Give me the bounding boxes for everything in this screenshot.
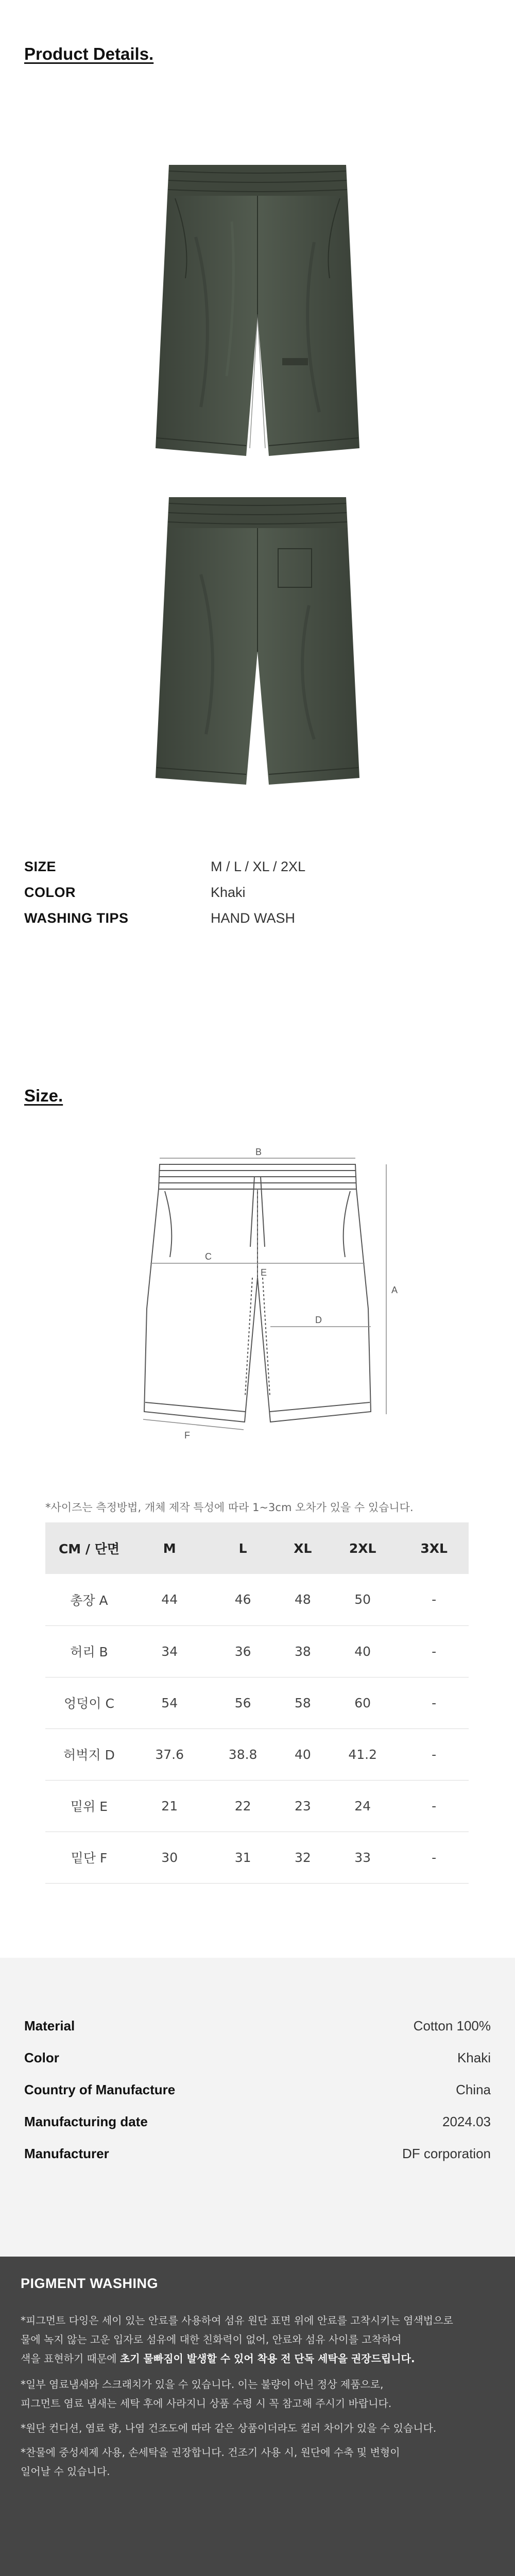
table-cell: 23: [294, 1798, 311, 1814]
pigment-line: 물에 녹지 않는 고운 입자로 섬유에 대한 친화력이 없어, 안료와 섬유 사이를 고착하여: [21, 2333, 402, 2346]
table-cell: 48: [294, 1592, 311, 1607]
pigment-line: 일어날 수 있습니다.: [21, 2465, 110, 2478]
diagram-label-a: A: [391, 1285, 398, 1295]
table-cell: 58: [294, 1695, 311, 1710]
table-cell: 21: [161, 1798, 178, 1814]
size-table-header-cell: M: [163, 1540, 176, 1556]
table-cell: 24: [354, 1798, 371, 1814]
info-key: Manufacturing date: [24, 2113, 148, 2129]
info-row-material: [24, 2013, 491, 2038]
size-note: *사이즈는 측정방법, 개체 제작 특성에 따라 1~3cm 오차가 있을 수 있습니다.: [45, 1501, 414, 1514]
size-table-header-cell: 2XL: [349, 1540, 376, 1556]
product-image-back: [154, 492, 360, 788]
pigment-emphasis: 초기 물빠짐이 발생할 수 있어 착용 전 단독 세탁을 권장드립니다.: [119, 2352, 415, 2365]
info-value: Cotton 100%: [413, 2018, 491, 2033]
spec-key: SIZE: [24, 858, 57, 874]
table-row: [45, 1574, 469, 1625]
table-cell: 37.6: [155, 1747, 184, 1762]
table-cell: 41.2: [348, 1747, 377, 1762]
table-cell: 40: [294, 1747, 311, 1762]
info-key: Material: [24, 2018, 75, 2033]
table-cell: 60: [354, 1695, 371, 1710]
table-cell: 허리 B: [70, 1645, 108, 1659]
pigment-paragraph-4: [21, 2443, 500, 2481]
table-cell: 22: [234, 1798, 251, 1814]
pigment-title: PIGMENT WASHING: [21, 2276, 159, 2291]
table-cell: -: [432, 1695, 437, 1710]
info-value: China: [456, 2081, 491, 2097]
product-info-box: [0, 1958, 515, 2257]
info-row-color: [24, 2045, 491, 2070]
pigment-line: *찬물에 중성세제 사용, 손세탁을 권장합니다. 건조기 사용 시, 원단에 수축 및 변형이: [21, 2446, 400, 2459]
table-cell: -: [432, 1592, 437, 1607]
table-cell: 38: [294, 1643, 311, 1659]
info-key: Color: [24, 2049, 59, 2065]
table-cell: -: [432, 1747, 437, 1762]
size-table-header-cell: L: [238, 1540, 247, 1556]
product-image-front: [154, 160, 360, 461]
info-value: 2024.03: [442, 2113, 491, 2129]
table-cell: 46: [234, 1592, 251, 1607]
size-table: [45, 1522, 469, 1884]
spec-value: M / L / XL / 2XL: [211, 858, 306, 874]
table-cell: 33: [354, 1850, 371, 1865]
diagram-label-f: F: [184, 1430, 190, 1440]
info-value: DF corporation: [402, 2145, 491, 2161]
spec-row-washing: [24, 908, 385, 928]
pigment-paragraph-3: [21, 2419, 500, 2438]
info-value: Khaki: [457, 2049, 491, 2065]
table-row: [45, 1625, 469, 1677]
table-cell: 36: [234, 1643, 251, 1659]
table-cell: 허벅지 D: [63, 1748, 115, 1762]
pigment-line: [21, 2349, 500, 2368]
pigment-washing-box: [0, 2257, 515, 2576]
table-cell: 40: [354, 1643, 371, 1659]
table-row: [45, 1728, 469, 1780]
table-cell: 밑위 E: [70, 1799, 108, 1814]
table-cell: -: [432, 1850, 437, 1865]
info-row-manufacturer: [24, 2141, 491, 2166]
table-cell: 30: [161, 1850, 178, 1865]
size-table-header: [45, 1522, 469, 1574]
spec-row-size: [24, 856, 385, 877]
table-cell: -: [432, 1798, 437, 1814]
table-cell: 밑단 F: [71, 1851, 108, 1866]
table-row: [45, 1832, 469, 1883]
table-cell: -: [432, 1643, 437, 1659]
table-cell: 54: [161, 1695, 178, 1710]
spec-value: HAND WASH: [211, 910, 296, 926]
product-details-title: Product Details.: [24, 44, 154, 63]
diagram-label-c: C: [205, 1251, 212, 1262]
spec-row-color: [24, 882, 385, 903]
table-cell: 34: [161, 1643, 178, 1659]
info-key: Country of Manufacture: [24, 2081, 176, 2097]
pigment-paragraph-2: [21, 2375, 500, 2413]
spec-value: Khaki: [211, 884, 246, 900]
table-cell: 32: [294, 1850, 311, 1865]
pigment-line: 피그먼트 염료 냄새는 세탁 후에 사라지니 상품 수령 시 꼭 참고해 주시기 바랍니다.: [21, 2397, 392, 2410]
diagram-label-e: E: [261, 1267, 267, 1278]
table-cell: 44: [161, 1592, 178, 1607]
diagram-label-d: D: [315, 1315, 322, 1325]
size-title: Size.: [24, 1086, 63, 1105]
info-key: Manufacturer: [24, 2145, 109, 2161]
info-row-date: [24, 2109, 491, 2134]
table-cell: 엉덩이 C: [64, 1696, 114, 1711]
table-cell: 56: [234, 1695, 251, 1710]
table-cell: 50: [354, 1592, 371, 1607]
pigment-paragraph-1: [21, 2311, 500, 2368]
info-row-country: [24, 2077, 491, 2102]
size-table-header-cell: XL: [294, 1540, 312, 1556]
pigment-line: *원단 컨디션, 염료 량, 나염 건조도에 따라 같은 상품이더라도 컬러 차이가 있을 수 있습니다.: [21, 2422, 437, 2434]
table-cell: 총장 A: [70, 1592, 108, 1608]
size-table-header-cell: CM / 단면: [58, 1541, 120, 1556]
size-diagram: [93, 1147, 422, 1443]
pigment-line: *일부 염료냄새와 스크래치가 있을 수 있습니다. 이는 불량이 아닌 정상 제품으로,: [21, 2378, 384, 2391]
table-row: [45, 1677, 469, 1728]
table-cell: 38.8: [228, 1747, 258, 1762]
table-cell: 31: [234, 1850, 251, 1865]
size-table-header-cell: 3XL: [420, 1540, 448, 1556]
pigment-line-text: 색을 표현하기 때문에: [21, 2352, 120, 2365]
diagram-label-b: B: [255, 1147, 262, 1157]
table-row: [45, 1780, 469, 1832]
spec-key: WASHING TIPS: [24, 910, 129, 926]
pigment-line: *피그먼트 다잉은 세이 있는 안료를 사용하여 섬유 원단 표면 위에 안료를 고착시키는 염색법으로: [21, 2314, 453, 2327]
spec-key: COLOR: [24, 884, 76, 900]
